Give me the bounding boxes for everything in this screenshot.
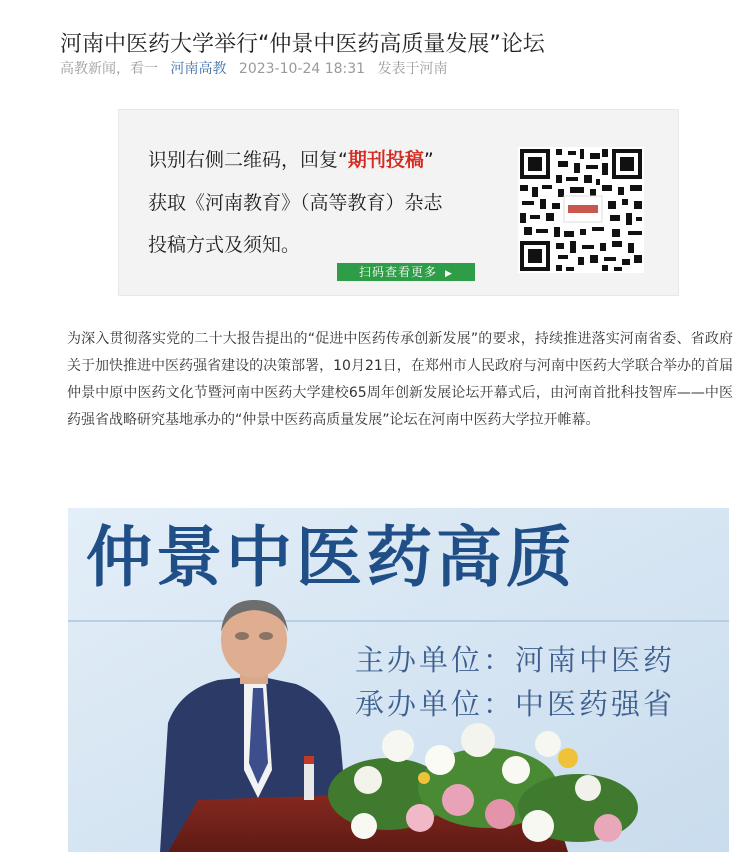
qr-promo-banner[interactable] [118, 109, 679, 296]
promo-line-1 [148, 147, 434, 173]
meta-location: 发表于河南 [377, 61, 448, 77]
promo-highlight-keyword: 期刊投稿 [347, 149, 424, 171]
article-paragraph: 为深入贯彻落实党的二十大报告提出的“促进中医药传承创新发展”的要求，持续推进落实河南省委、省政府关于加快推进中医药强省建设的决策部署，10月21日，在郑州市人民政府与河南中医药大学联合举办的首届仲景中原中医药文化节暨河南中医药大学建校65周年创新发展论坛开幕式后，由河南首批科技智库——中医药强省战略研究基地承办的“仲景中医药高质量发展”论坛在河南中医药大学拉开帷幕。 [67, 331, 733, 428]
qr-code-icon [518, 147, 644, 273]
scan-more-label: 扫码查看更多 [359, 265, 438, 279]
banner-host-text: 承办单位：中医药强省 [355, 687, 676, 721]
promo-line-3: 投稿方式及须知。 [148, 234, 301, 256]
scan-more-button[interactable] [337, 263, 475, 281]
forum-photo [68, 508, 729, 852]
promo-line-1-suffix: ” [423, 149, 434, 171]
meta-datetime: 2023-10-24 18:31 [238, 61, 366, 77]
play-arrow-icon: ▶ [445, 269, 453, 279]
promo-line-1-prefix: 识别右侧二维码，回复“ [148, 149, 348, 171]
meta-category: 高教新闻，看一 [60, 61, 158, 77]
article-title: 河南中医药大学举行“仲景中医药高质量发展”论坛 [60, 31, 545, 57]
meta-source-link[interactable]: 河南高教 [170, 61, 227, 77]
article-meta [60, 58, 456, 80]
banner-title-text: 仲景中医药高质 [86, 519, 576, 596]
promo-line-2: 获取《河南教育》（高等教育）杂志 [148, 192, 443, 214]
banner-organizer-text: 主办单位：河南中医药 [355, 643, 676, 677]
